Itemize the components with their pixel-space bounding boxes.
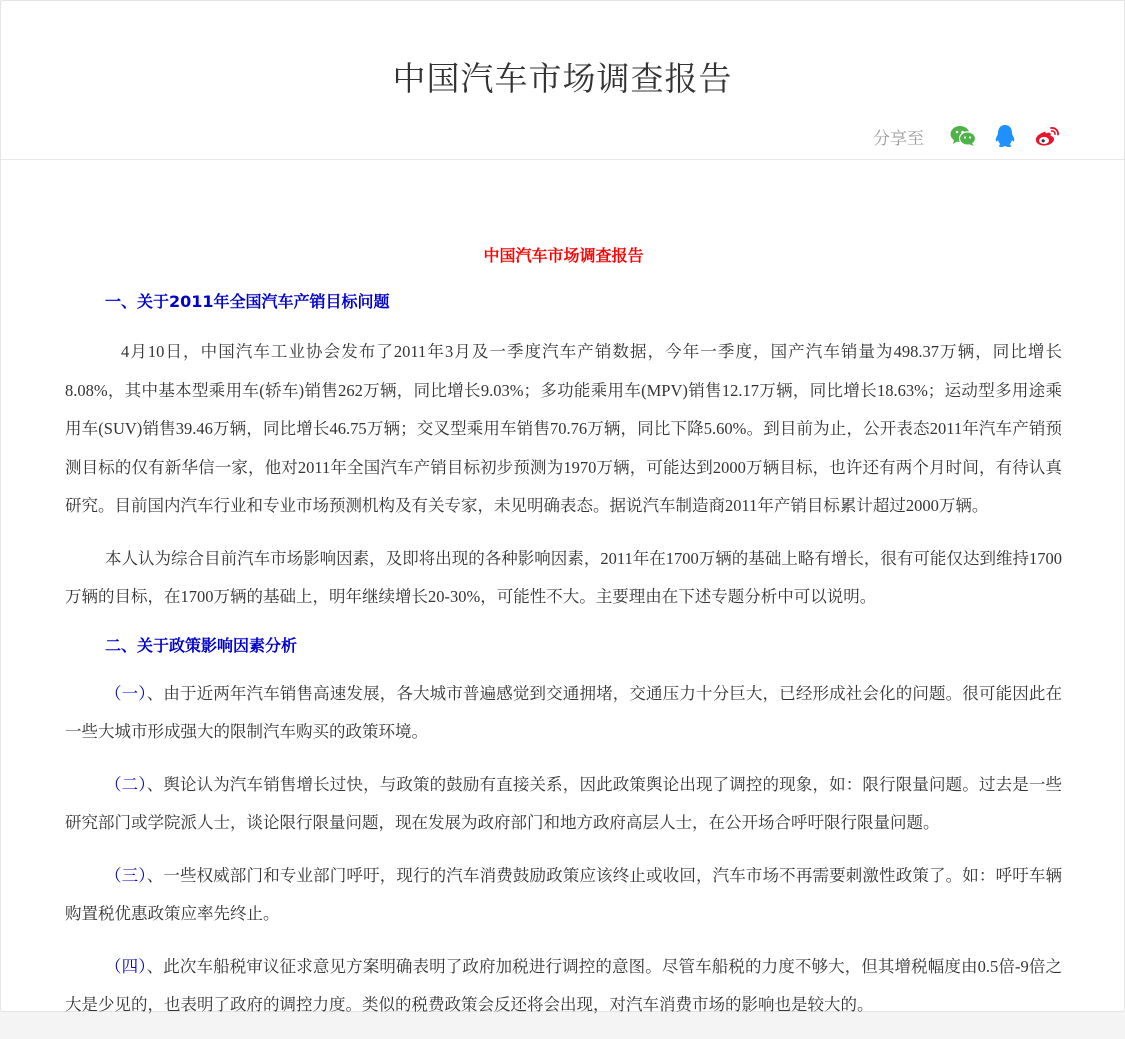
article-heading: 中国汽车市场调查报告 bbox=[483, 246, 644, 265]
list-item bbox=[65, 857, 1062, 934]
paragraph-1: 4月10日，中国汽车工业协会发布了2011年3月及一季度汽车产销数据，今年一季度，国产汽车销量为498.37万辆，同比增长8.08%，其中基本型乘用车(轿车)销售262万辆，同比增长9.03%；多功能乘用车(MPV)销售12.17万辆，同比增长18.63%；运动型多用途乘用车(SUV)销售39.46万辆，同比增长46.75万辆；交叉型乘用车销售70.76万辆，同比下降5.60%。到目前为止，公开表态2011年汽车产销预测目标的仅有新华信一家，他对2011年全国汽车产销目标初步预测为1970万辆，可能达到2000万辆目标，也许还有两个月时间，有待认真研究。目前国内汽车行业和专业市场预测机构及有关专家，未见明确表态。据说汽车制造商2011年产销目标累计超过2000万辆。 bbox=[65, 342, 1062, 515]
share-qq-button[interactable] bbox=[988, 119, 1022, 153]
item-number: （四） bbox=[105, 956, 147, 976]
share-bar bbox=[873, 119, 1064, 153]
wechat-icon bbox=[950, 125, 976, 147]
item-number: （三） bbox=[105, 865, 147, 885]
item-text: 、一些权威部门和专业部门呼吁，现行的汽车消费鼓励政策应该终止或收回，汽车市场不再需要刺激性政策了。如：呼吁车辆购置税优惠政策应率先终止。 bbox=[65, 865, 1063, 923]
item-text: 、舆论认为汽车销售增长过快，与政策的鼓励有直接关系，因此政策舆论出现了调控的现象，如：限行限量问题。过去是一些研究部门或学院派人士，谈论限行限量问题，现在发展为政府部门和地方政府高层人士，在公开场合呼吁限行限量问题。 bbox=[65, 774, 1063, 832]
qq-icon bbox=[994, 124, 1016, 148]
weibo-icon bbox=[1034, 125, 1060, 147]
paragraph-2: 本人认为综合目前汽车市场影响因素，及即将出现的各种影响因素，2011年在1700万辆的基础上略有增长，很有可能仅达到维持1700万辆的目标，在1700万辆的基础上，明年继续增长20-30%，可能性不大。主要理由在下述专题分析中可以说明。 bbox=[65, 548, 1062, 606]
article-header bbox=[1, 1, 1124, 160]
share-weibo-button[interactable] bbox=[1030, 119, 1064, 153]
section-title-1: 一、关于2011年全国汽车产销目标问题 bbox=[105, 292, 390, 311]
item-number: （二） bbox=[105, 774, 147, 794]
share-label: 分享至 bbox=[873, 128, 924, 149]
section-title-2: 二、关于政策影响因素分析 bbox=[105, 635, 298, 655]
share-wechat-button[interactable] bbox=[946, 119, 980, 153]
list-item bbox=[65, 675, 1062, 752]
page-title: 中国汽车市场调查报告 bbox=[392, 59, 733, 98]
list-item bbox=[65, 948, 1062, 1025]
item-text: 、此次车船税审议征求意见方案明确表明了政府加税进行调控的意图。尽管车船税的力度不够大，但其增税幅度由0.5倍-9倍之大是少见的，也表明了政府的调控力度。类似的税费政策会反还将会出现，对汽车消费市场的影响也是较大的。 bbox=[65, 956, 1063, 1014]
article-body bbox=[65, 241, 1062, 1039]
item-text: 、由于近两年汽车销售高速发展，各大城市普遍感觉到交通拥堵，交通压力十分巨大，已经形成社会化的问题。很可能因此在一些大城市形成强大的限制汽车购买的政策环境。 bbox=[65, 683, 1063, 741]
list-item bbox=[65, 766, 1062, 843]
item-number: （一） bbox=[105, 683, 147, 703]
